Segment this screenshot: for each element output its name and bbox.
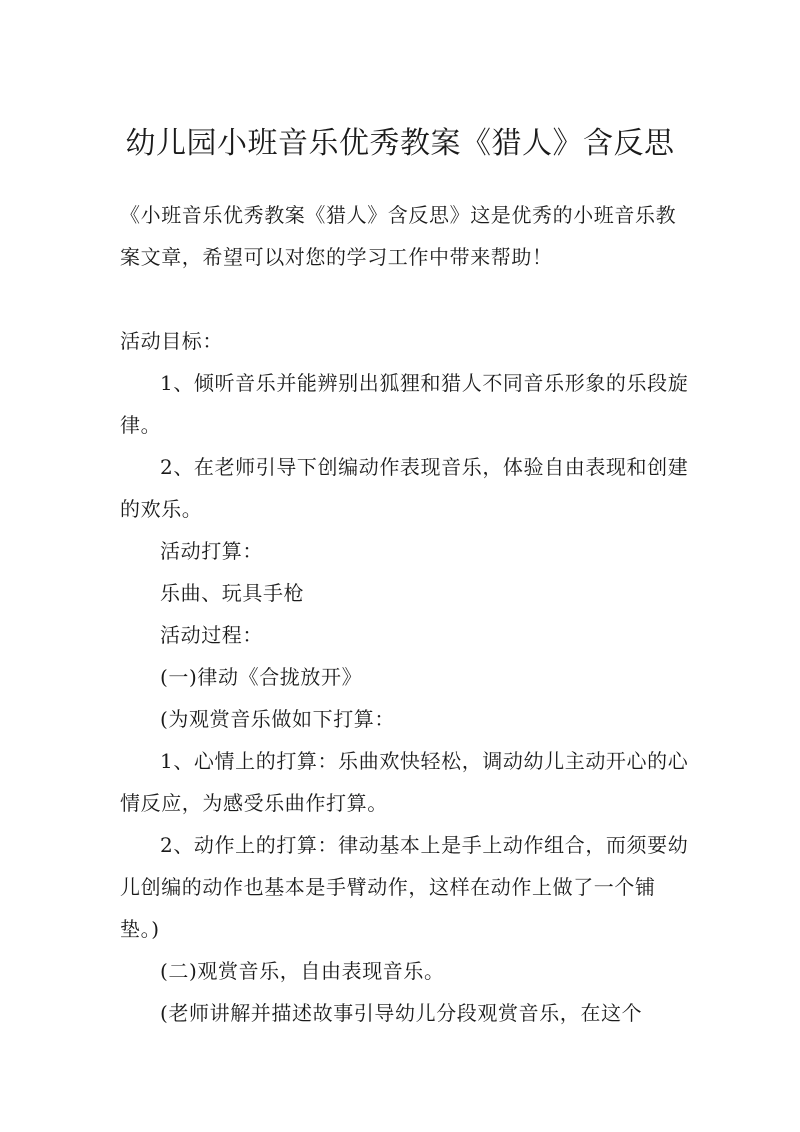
goal-item-2: 2、在老师引导下创编动作表现音乐，体验自由表现和创建的欢乐。 [120,455,689,521]
paragraph-spacer [120,278,690,320]
process-step-2-note: (老师讲解并描述故事引导幼儿分段观赏音乐，在这个 [160,1001,643,1025]
process-note-item-1: 1、心情上的打算：乐曲欢快轻松，调动幼儿主动开心的心情反应，为感受乐曲作打算。 [120,749,689,815]
process-note: (为观赏音乐做如下打算： [160,707,396,731]
section-heading-goals: 活动目标： [120,329,223,353]
intro-paragraph: 《小班音乐优秀教案《猎人》含反思》这是优秀的小班音乐教案文章，希望可以对您的学习工作中带来帮助！ [120,203,677,269]
section-heading-preparation: 活动打算： [160,539,263,563]
process-step-1: (一)律动《合拢放开》 [160,665,363,689]
process-step-2: (二)观赏音乐，自由表现音乐。 [160,959,445,983]
section-heading-process: 活动过程： [160,623,263,647]
document-title: 幼儿园小班音乐优秀教案《猎人》含反思 [125,126,675,161]
preparation-items: 乐曲、玩具手枪 [160,581,305,605]
document-body [120,194,690,1034]
goal-item-1: 1、倾听音乐并能辨别出狐狸和猎人不同音乐形象的乐段旋律。 [120,371,689,437]
process-note-item-2: 2、动作上的打算：律动基本上是手上动作组合，而须要幼儿创编的动作也基本是手臂动作，这样在动作上做了一个铺垫。) [120,833,689,941]
